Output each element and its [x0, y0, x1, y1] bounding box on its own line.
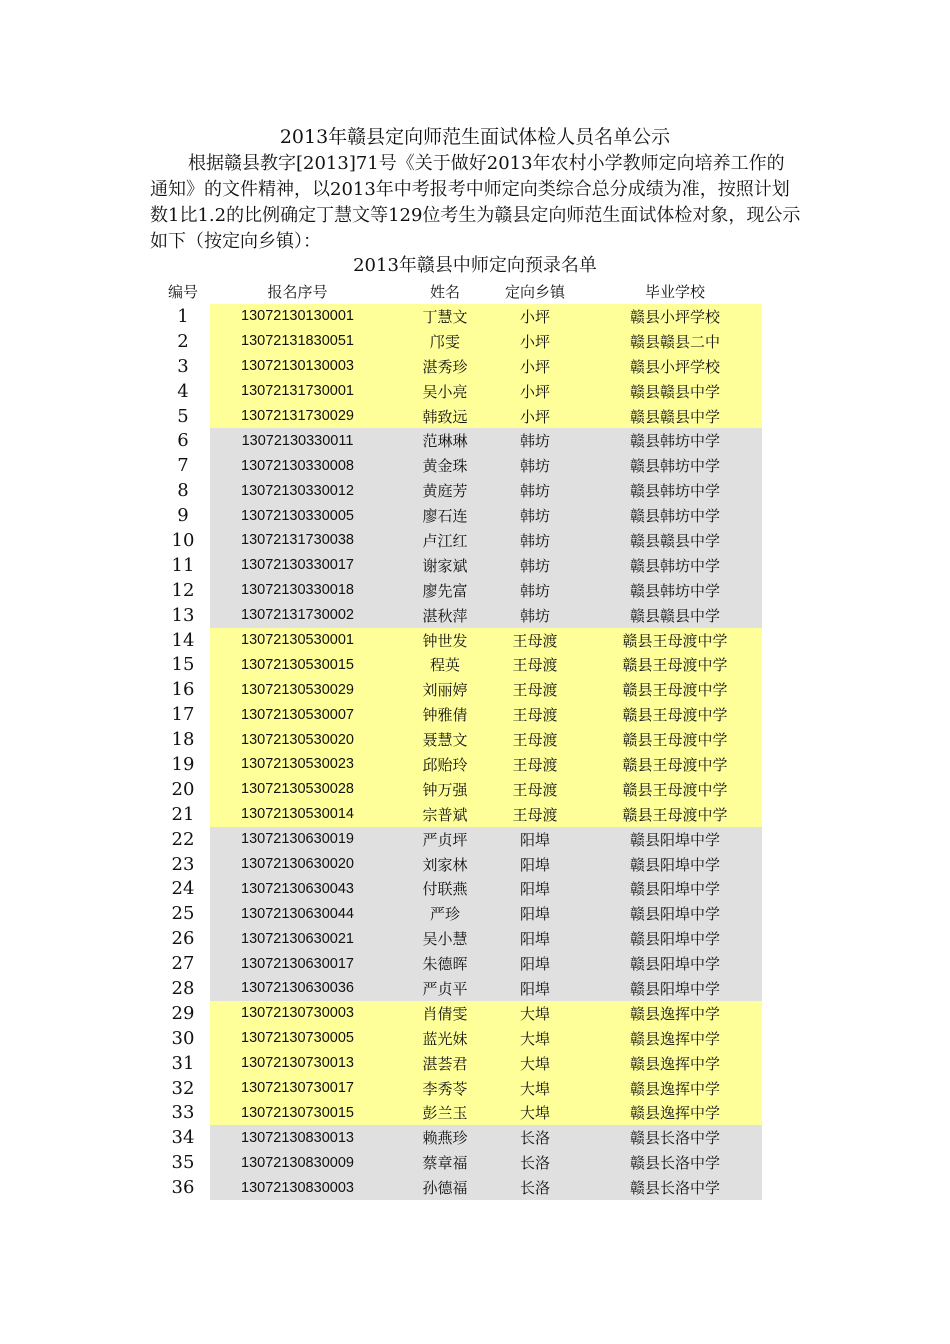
row-index: 36	[171, 1177, 195, 1199]
row-registration-number: 13072130530014	[241, 806, 354, 823]
row-name: 程英	[429, 656, 460, 675]
row-index: 13	[171, 604, 195, 626]
row-index: 25	[171, 903, 195, 925]
row-school: 赣县逸挥中学	[629, 1104, 720, 1123]
row-name: 黄金珠	[422, 457, 468, 476]
row-name: 韩致远	[422, 407, 468, 426]
table-row	[150, 428, 762, 453]
row-town: 王母渡	[512, 755, 558, 774]
row-index: 23	[171, 853, 195, 875]
row-registration-number: 13072130830009	[241, 1154, 354, 1171]
table-row	[150, 553, 762, 578]
row-registration-number: 13072130530001	[241, 632, 354, 649]
table-row	[150, 354, 762, 379]
table-row	[150, 702, 762, 727]
row-index: 14	[171, 629, 195, 651]
table-row	[150, 976, 762, 1001]
row-registration-number: 13072130730013	[241, 1055, 354, 1072]
row-school: 赣县韩坊中学	[629, 556, 720, 575]
row-town: 王母渡	[512, 681, 558, 700]
row-registration-number: 13072130330005	[241, 507, 354, 524]
table-header	[150, 279, 762, 304]
table-row	[150, 752, 762, 777]
row-name: 赖燕珍	[422, 1129, 468, 1148]
row-index: 5	[177, 405, 189, 427]
row-registration-number: 13072130630020	[241, 856, 354, 873]
row-school: 赣县阳埠中学	[629, 880, 720, 899]
header-registration-number: 报名序号	[267, 283, 328, 301]
row-town: 韩坊	[519, 432, 550, 451]
row-town: 韩坊	[519, 581, 550, 600]
table-row	[150, 478, 762, 503]
row-town: 韩坊	[519, 531, 550, 550]
document-title: 2013年赣县定向师范生面试体检人员名单公示	[279, 126, 671, 148]
candidate-table	[150, 304, 762, 1200]
row-name: 蓝光妹	[422, 1029, 468, 1048]
table-row	[150, 677, 762, 702]
row-town: 阳埠	[519, 930, 550, 949]
row-town: 王母渡	[512, 731, 558, 750]
row-school: 赣县阳埠中学	[629, 979, 720, 998]
row-registration-number: 13072130730005	[241, 1030, 354, 1047]
table-row	[150, 578, 762, 603]
row-name: 邝雯	[429, 332, 460, 351]
table-row	[150, 727, 762, 752]
row-town: 阳埠	[519, 880, 550, 899]
row-registration-number: 13072130630043	[241, 880, 354, 897]
row-name: 吴小慧	[422, 930, 468, 949]
row-name: 钟世发	[422, 631, 468, 650]
row-index: 15	[171, 654, 195, 676]
row-index: 20	[171, 778, 195, 800]
row-name: 严贞平	[422, 979, 468, 998]
row-school: 赣县韩坊中学	[629, 482, 720, 501]
row-index: 33	[171, 1102, 195, 1124]
row-town: 长洛	[519, 1154, 550, 1173]
row-name: 范琳琳	[422, 432, 468, 451]
row-town: 小坪	[519, 407, 550, 426]
table-row	[150, 1150, 762, 1175]
row-name: 彭兰玉	[422, 1104, 468, 1123]
table-row	[150, 603, 762, 628]
table-row	[150, 777, 762, 802]
row-index: 31	[171, 1052, 195, 1074]
row-school: 赣县阳埠中学	[629, 905, 720, 924]
row-registration-number: 13072130830013	[241, 1129, 354, 1146]
row-index: 11	[171, 554, 195, 576]
table-row	[150, 951, 762, 976]
table-row	[150, 379, 762, 404]
row-registration-number: 13072130630036	[241, 980, 354, 997]
row-town: 大埠	[519, 1054, 550, 1073]
row-town: 韩坊	[519, 556, 550, 575]
row-name: 刘丽婷	[422, 681, 468, 700]
row-registration-number: 13072130630019	[241, 831, 354, 848]
row-town: 王母渡	[512, 706, 558, 725]
table-row	[150, 1076, 762, 1101]
row-registration-number: 13072131730029	[241, 408, 354, 424]
row-name: 卢江红	[422, 531, 468, 550]
row-town: 韩坊	[519, 606, 550, 625]
row-name: 廖先富	[422, 581, 468, 600]
table-row	[150, 901, 762, 926]
row-registration-number: 13072131830051	[241, 333, 354, 350]
row-name: 谢家斌	[422, 556, 468, 575]
row-name: 湛荟君	[422, 1054, 468, 1073]
table-row	[150, 329, 762, 354]
row-index: 35	[171, 1152, 195, 1174]
table-row	[150, 1001, 762, 1026]
table-row	[150, 628, 762, 653]
row-school: 赣县赣县中学	[629, 407, 720, 426]
table-row	[150, 1175, 762, 1200]
row-name: 聂慧文	[422, 731, 468, 750]
row-name: 宗普斌	[422, 805, 468, 824]
row-name: 湛秀珍	[422, 357, 468, 376]
row-town: 阳埠	[519, 955, 550, 974]
row-name: 付联燕	[422, 880, 468, 899]
row-registration-number: 13072130530029	[241, 681, 354, 698]
row-school: 赣县王母渡中学	[622, 805, 728, 824]
row-index: 22	[171, 828, 195, 850]
row-registration-number: 13072130830003	[241, 1179, 354, 1196]
row-registration-number: 13072130330017	[241, 557, 354, 574]
row-registration-number: 13072130330011	[241, 432, 354, 449]
row-index: 2	[177, 330, 189, 352]
row-school: 赣县长洛中学	[629, 1129, 720, 1148]
row-town: 韩坊	[519, 507, 550, 526]
row-town: 韩坊	[519, 482, 550, 501]
table-row	[150, 503, 762, 528]
row-name: 严贞坪	[422, 830, 468, 849]
table-row	[150, 827, 762, 852]
row-school: 赣县逸挥中学	[629, 1029, 720, 1048]
row-registration-number: 13072130730015	[241, 1104, 354, 1121]
row-index: 19	[171, 753, 195, 775]
row-registration-number: 13072130730003	[241, 1005, 354, 1022]
row-town: 王母渡	[512, 631, 558, 650]
row-registration-number: 13072130530020	[241, 731, 354, 748]
row-index: 10	[171, 529, 195, 551]
row-index: 8	[177, 480, 189, 502]
row-name: 蔡章福	[422, 1154, 468, 1173]
row-school: 赣县王母渡中学	[622, 755, 728, 774]
table-row	[150, 802, 762, 827]
row-name: 廖石连	[422, 507, 468, 526]
row-registration-number: 13072130530023	[241, 756, 354, 773]
row-town: 王母渡	[512, 656, 558, 675]
row-town: 小坪	[519, 332, 550, 351]
row-index: 28	[171, 977, 195, 999]
row-school: 赣县韩坊中学	[629, 432, 720, 451]
table-row	[150, 528, 762, 553]
row-index: 34	[171, 1127, 195, 1149]
table-row	[150, 453, 762, 478]
row-school: 赣县韩坊中学	[629, 457, 720, 476]
row-index: 1	[177, 305, 189, 327]
header-name: 姓名	[429, 283, 460, 301]
row-index: 29	[171, 1002, 195, 1024]
row-school: 赣县赣县中学	[629, 382, 720, 401]
row-registration-number: 13072130130001	[241, 308, 354, 325]
row-name: 湛秋萍	[422, 606, 468, 625]
row-town: 小坪	[519, 307, 550, 326]
row-name: 刘家林	[422, 855, 468, 874]
row-town: 阳埠	[519, 855, 550, 874]
row-registration-number: 13072130330012	[241, 482, 354, 499]
row-registration-number: 13072130130003	[241, 358, 354, 375]
row-index: 18	[171, 729, 195, 751]
row-school: 赣县阳埠中学	[629, 855, 720, 874]
row-name: 丁慧文	[422, 307, 468, 326]
row-school: 赣县王母渡中学	[622, 631, 728, 650]
row-index: 9	[177, 505, 189, 527]
row-school: 赣县赣县中学	[629, 531, 720, 550]
row-town: 大埠	[519, 1029, 550, 1048]
row-school: 赣县逸挥中学	[629, 1079, 720, 1098]
row-name: 钟万强	[422, 780, 468, 799]
row-index: 30	[171, 1027, 195, 1049]
row-school: 赣县小坪学校	[629, 357, 720, 376]
row-town: 小坪	[519, 382, 550, 401]
row-registration-number: 13072130330018	[241, 582, 354, 599]
row-registration-number: 13072131730002	[241, 607, 354, 624]
row-town: 长洛	[519, 1129, 550, 1148]
row-registration-number: 13072130530007	[241, 706, 354, 723]
row-town: 长洛	[519, 1179, 550, 1198]
row-school: 赣县小坪学校	[629, 307, 720, 326]
row-registration-number: 13072130630044	[241, 905, 354, 922]
row-name: 邱贻玲	[422, 755, 468, 774]
table-row	[150, 304, 762, 329]
table-row	[150, 404, 762, 429]
row-school: 赣县赣县中学	[629, 606, 720, 625]
row-town: 王母渡	[512, 805, 558, 824]
row-town: 王母渡	[512, 780, 558, 799]
table-row	[150, 852, 762, 877]
row-town: 韩坊	[519, 457, 550, 476]
table-row	[150, 876, 762, 901]
row-name: 肖倩雯	[422, 1004, 468, 1023]
row-index: 24	[171, 878, 195, 900]
row-name: 吴小亮	[422, 382, 468, 401]
row-town: 阳埠	[519, 830, 550, 849]
table-title: 2013年赣县中师定向预录名单	[353, 255, 597, 276]
row-school: 赣县阳埠中学	[629, 955, 720, 974]
row-town: 大埠	[519, 1104, 550, 1123]
row-name: 李秀苓	[422, 1079, 468, 1098]
row-index: 26	[171, 928, 195, 950]
row-registration-number: 13072130630021	[241, 930, 354, 947]
row-school: 赣县逸挥中学	[629, 1004, 720, 1023]
row-school: 赣县长洛中学	[629, 1179, 720, 1198]
table-row	[150, 926, 762, 951]
row-name: 朱德晖	[422, 955, 468, 974]
table-row	[150, 1026, 762, 1051]
row-name: 钟雅倩	[422, 706, 468, 725]
row-school: 赣县王母渡中学	[622, 780, 728, 799]
table-row	[150, 1051, 762, 1076]
row-school: 赣县王母渡中学	[622, 681, 728, 700]
header-town: 定向乡镇	[504, 283, 565, 301]
row-index: 27	[171, 953, 195, 975]
row-school: 赣县王母渡中学	[622, 706, 728, 725]
row-town: 大埠	[519, 1004, 550, 1023]
row-school: 赣县阳埠中学	[629, 930, 720, 949]
row-name: 严珍	[429, 905, 460, 924]
row-name: 黄庭芳	[422, 482, 468, 501]
row-registration-number: 13072130330008	[241, 457, 354, 474]
row-school: 赣县王母渡中学	[622, 656, 728, 675]
row-school: 赣县王母渡中学	[622, 731, 728, 750]
header-index: 编号	[167, 283, 198, 301]
row-name: 孙德福	[422, 1179, 468, 1198]
row-school: 赣县逸挥中学	[629, 1054, 720, 1073]
row-index: 7	[177, 455, 189, 477]
row-registration-number: 13072130630017	[241, 955, 354, 972]
row-school: 赣县长洛中学	[629, 1154, 720, 1173]
row-index: 6	[177, 430, 189, 452]
row-index: 32	[171, 1077, 195, 1099]
header-school: 毕业学校	[644, 283, 705, 301]
row-town: 阳埠	[519, 905, 550, 924]
row-town: 大埠	[519, 1079, 550, 1098]
row-index: 16	[171, 679, 195, 701]
row-school: 赣县阳埠中学	[629, 830, 720, 849]
row-school: 赣县赣县二中	[629, 332, 720, 351]
row-school: 赣县韩坊中学	[629, 581, 720, 600]
table-row	[150, 652, 762, 677]
row-registration-number: 13072130530028	[241, 781, 354, 798]
row-index: 12	[171, 579, 195, 601]
row-school: 赣县韩坊中学	[629, 507, 720, 526]
row-index: 3	[177, 355, 189, 377]
table-row	[150, 1125, 762, 1150]
row-index: 4	[177, 380, 189, 402]
row-registration-number: 13072130530015	[241, 656, 354, 673]
row-registration-number: 13072131730001	[241, 383, 354, 400]
intro-paragraph: 根据赣县教字[2013]71号《关于做好2013年农村小学教师定向培养工作的通知》的文件精神，以2013年中考报考中师定向类综合总分成绩为准，按照计划数1比1.2的比例确定丁慧文等129位考生为赣县定向师范生面试体检对象，现公示如下（按定向乡镇）：	[150, 153, 801, 252]
row-registration-number: 13072130730017	[241, 1080, 354, 1097]
row-index: 21	[171, 803, 195, 825]
row-index: 17	[171, 704, 195, 726]
row-town: 阳埠	[519, 979, 550, 998]
table-row	[150, 1101, 762, 1126]
row-registration-number: 13072131730038	[241, 532, 354, 549]
row-town: 小坪	[519, 357, 550, 376]
